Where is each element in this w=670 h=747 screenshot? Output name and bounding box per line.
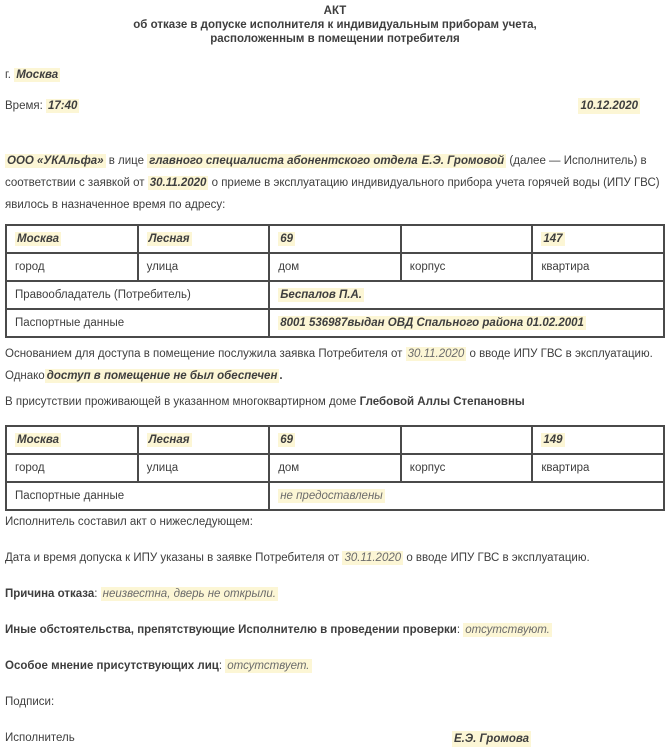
signatures-heading: Подписи:: [5, 696, 55, 708]
executor-label: Исполнитель: [5, 732, 75, 744]
table-row: [6, 482, 664, 510]
city-field[interactable]: Москва: [16, 69, 59, 81]
t2-city-label: город: [6, 454, 138, 482]
time-date-row: [5, 98, 665, 114]
t2-apartment-value[interactable]: 149: [543, 434, 563, 446]
t2-apartment-cell: [532, 426, 664, 454]
t1-house-cell: [269, 225, 401, 253]
organization-field[interactable]: ООО «УКАльфа»: [7, 155, 104, 167]
other-circumstances-colon: :: [456, 624, 464, 636]
composed-line: Исполнитель составил акт о нижеследующем:: [5, 516, 253, 528]
t1-apartment-label: квартира: [532, 253, 664, 281]
t1-apartment-cell: [532, 225, 664, 253]
table-row: [6, 454, 664, 482]
city-line: [5, 68, 665, 82]
datetime-text-1: Дата и время допуска к ИПУ указаны в заявке Потребителя от: [5, 552, 343, 564]
executor-signature-field[interactable]: Е.Э. Громова: [454, 733, 530, 745]
title-line-3: расположенным в помещении потребителя: [210, 33, 460, 45]
basis-paragraph: [5, 343, 665, 387]
other-circumstances-label: Иные обстоятельства, препятствующие Исполнителю в проведении проверки: [5, 624, 457, 636]
t2-building-label: корпус: [401, 454, 533, 482]
city-prefix: г.: [5, 69, 15, 81]
reason-label: Причина отказа: [5, 588, 95, 600]
t1-building-label: корпус: [401, 253, 533, 281]
t1-house-value[interactable]: 69: [280, 233, 293, 245]
t1-owner-value[interactable]: Беспалов П.А.: [280, 289, 362, 301]
t1-street-value[interactable]: Лесная: [148, 233, 190, 245]
table-row: [6, 426, 664, 454]
t1-street-cell: [138, 225, 270, 253]
t1-passport-label: Паспортные данные: [6, 309, 269, 337]
date-field[interactable]: 10.12.2020: [580, 100, 638, 112]
document-title: [5, 4, 665, 46]
request-date-field[interactable]: 30.11.2020: [149, 177, 207, 189]
table-row: [6, 253, 664, 281]
intro-text-2: (далее — Исполнитель) в соответствии с заявкой от: [5, 155, 647, 189]
title-line-1: АКТ: [323, 5, 347, 17]
executor-signature-row: [5, 731, 665, 745]
table-row: [6, 281, 664, 309]
opinion-label: Особое мнение присутствующих лиц: [5, 660, 219, 672]
opinion-field[interactable]: отсутствует.: [227, 660, 310, 672]
table-row: [6, 225, 664, 253]
intro-paragraph: [5, 150, 665, 216]
t2-house-value[interactable]: 69: [280, 434, 293, 446]
t2-street-cell: [138, 426, 270, 454]
presence-text: В присутствии проживающей в указанном многоквартирном доме: [5, 396, 360, 408]
basis-text-3: .: [279, 370, 283, 382]
t1-owner-cell: [269, 281, 664, 309]
executor-name-field[interactable]: Е.Э. Громовой: [421, 155, 505, 167]
reason-field[interactable]: неизвестна, дверь не открыли.: [102, 588, 276, 600]
t1-city-cell: [6, 225, 138, 253]
opinion-line: [5, 659, 665, 673]
t1-passport-cell: [269, 309, 664, 337]
title-line-2: об отказе в допуске исполнителя к индивидуальным приборам учета,: [133, 19, 537, 31]
time-label: Время:: [5, 100, 46, 112]
opinion-colon: :: [218, 660, 226, 672]
time-field[interactable]: 17:40: [48, 100, 78, 112]
reason-colon: :: [94, 588, 101, 600]
witness-name: Глебовой Аллы Степановны: [359, 396, 525, 408]
datetime-line: [5, 551, 665, 565]
datetime-date-field[interactable]: 30.11.2020: [344, 552, 402, 564]
basis-text-1: Основанием для доступа в помещение послужила заявка Потребителя от: [5, 348, 406, 360]
t1-city-label: город: [6, 253, 138, 281]
t2-apartment-label: квартира: [532, 454, 664, 482]
other-circumstances-field[interactable]: отсутствуют.: [465, 624, 550, 636]
t1-house-label: дом: [269, 253, 401, 281]
t1-city-value[interactable]: Москва: [17, 233, 60, 245]
reason-line: [5, 587, 665, 601]
role-field[interactable]: главного специалиста абонентского отдела: [149, 155, 418, 167]
t2-house-cell: [269, 426, 401, 454]
t2-passport-value[interactable]: не предоставлены: [280, 490, 383, 502]
t2-passport-cell: [269, 482, 664, 510]
t1-street-label: улица: [138, 253, 270, 281]
other-circumstances-line: [5, 623, 665, 637]
address-table-2: [5, 425, 665, 511]
refusal-field[interactable]: доступ в помещение не был обеспечен: [46, 370, 278, 382]
t1-building-cell: [401, 225, 533, 253]
t1-passport-value[interactable]: 8001 536987выдан ОВД Спального района 01.02.2001: [280, 317, 584, 329]
time-line: [5, 99, 79, 113]
t2-passport-label: Паспортные данные: [6, 482, 269, 510]
datetime-text-2: о вводе ИПУ ГВС в эксплуатацию.: [403, 552, 590, 564]
t1-owner-label: Правообладатель (Потребитель): [6, 281, 269, 309]
intro-text-1: в лице: [105, 155, 148, 167]
basis-text-2: о вводе ИПУ ГВС в эксплуатацию. Однако: [5, 348, 653, 382]
table-row: [6, 309, 664, 337]
intro-text-3: о приеме в эксплуатацию индивидуального прибора учета горячей воды (ИПУ ГВС) явилось в назначенное время по адресу:: [5, 177, 660, 211]
t2-street-value[interactable]: Лесная: [148, 434, 190, 446]
t2-city-value[interactable]: Москва: [17, 434, 60, 446]
t1-apartment-value[interactable]: 147: [543, 233, 563, 245]
t2-city-cell: [6, 426, 138, 454]
t2-house-label: дом: [269, 454, 401, 482]
t2-street-label: улица: [138, 454, 270, 482]
t2-building-cell: [401, 426, 533, 454]
address-table-1: [5, 224, 665, 338]
presence-line: [5, 395, 665, 409]
basis-date-field[interactable]: 30.11.2020: [407, 348, 465, 360]
